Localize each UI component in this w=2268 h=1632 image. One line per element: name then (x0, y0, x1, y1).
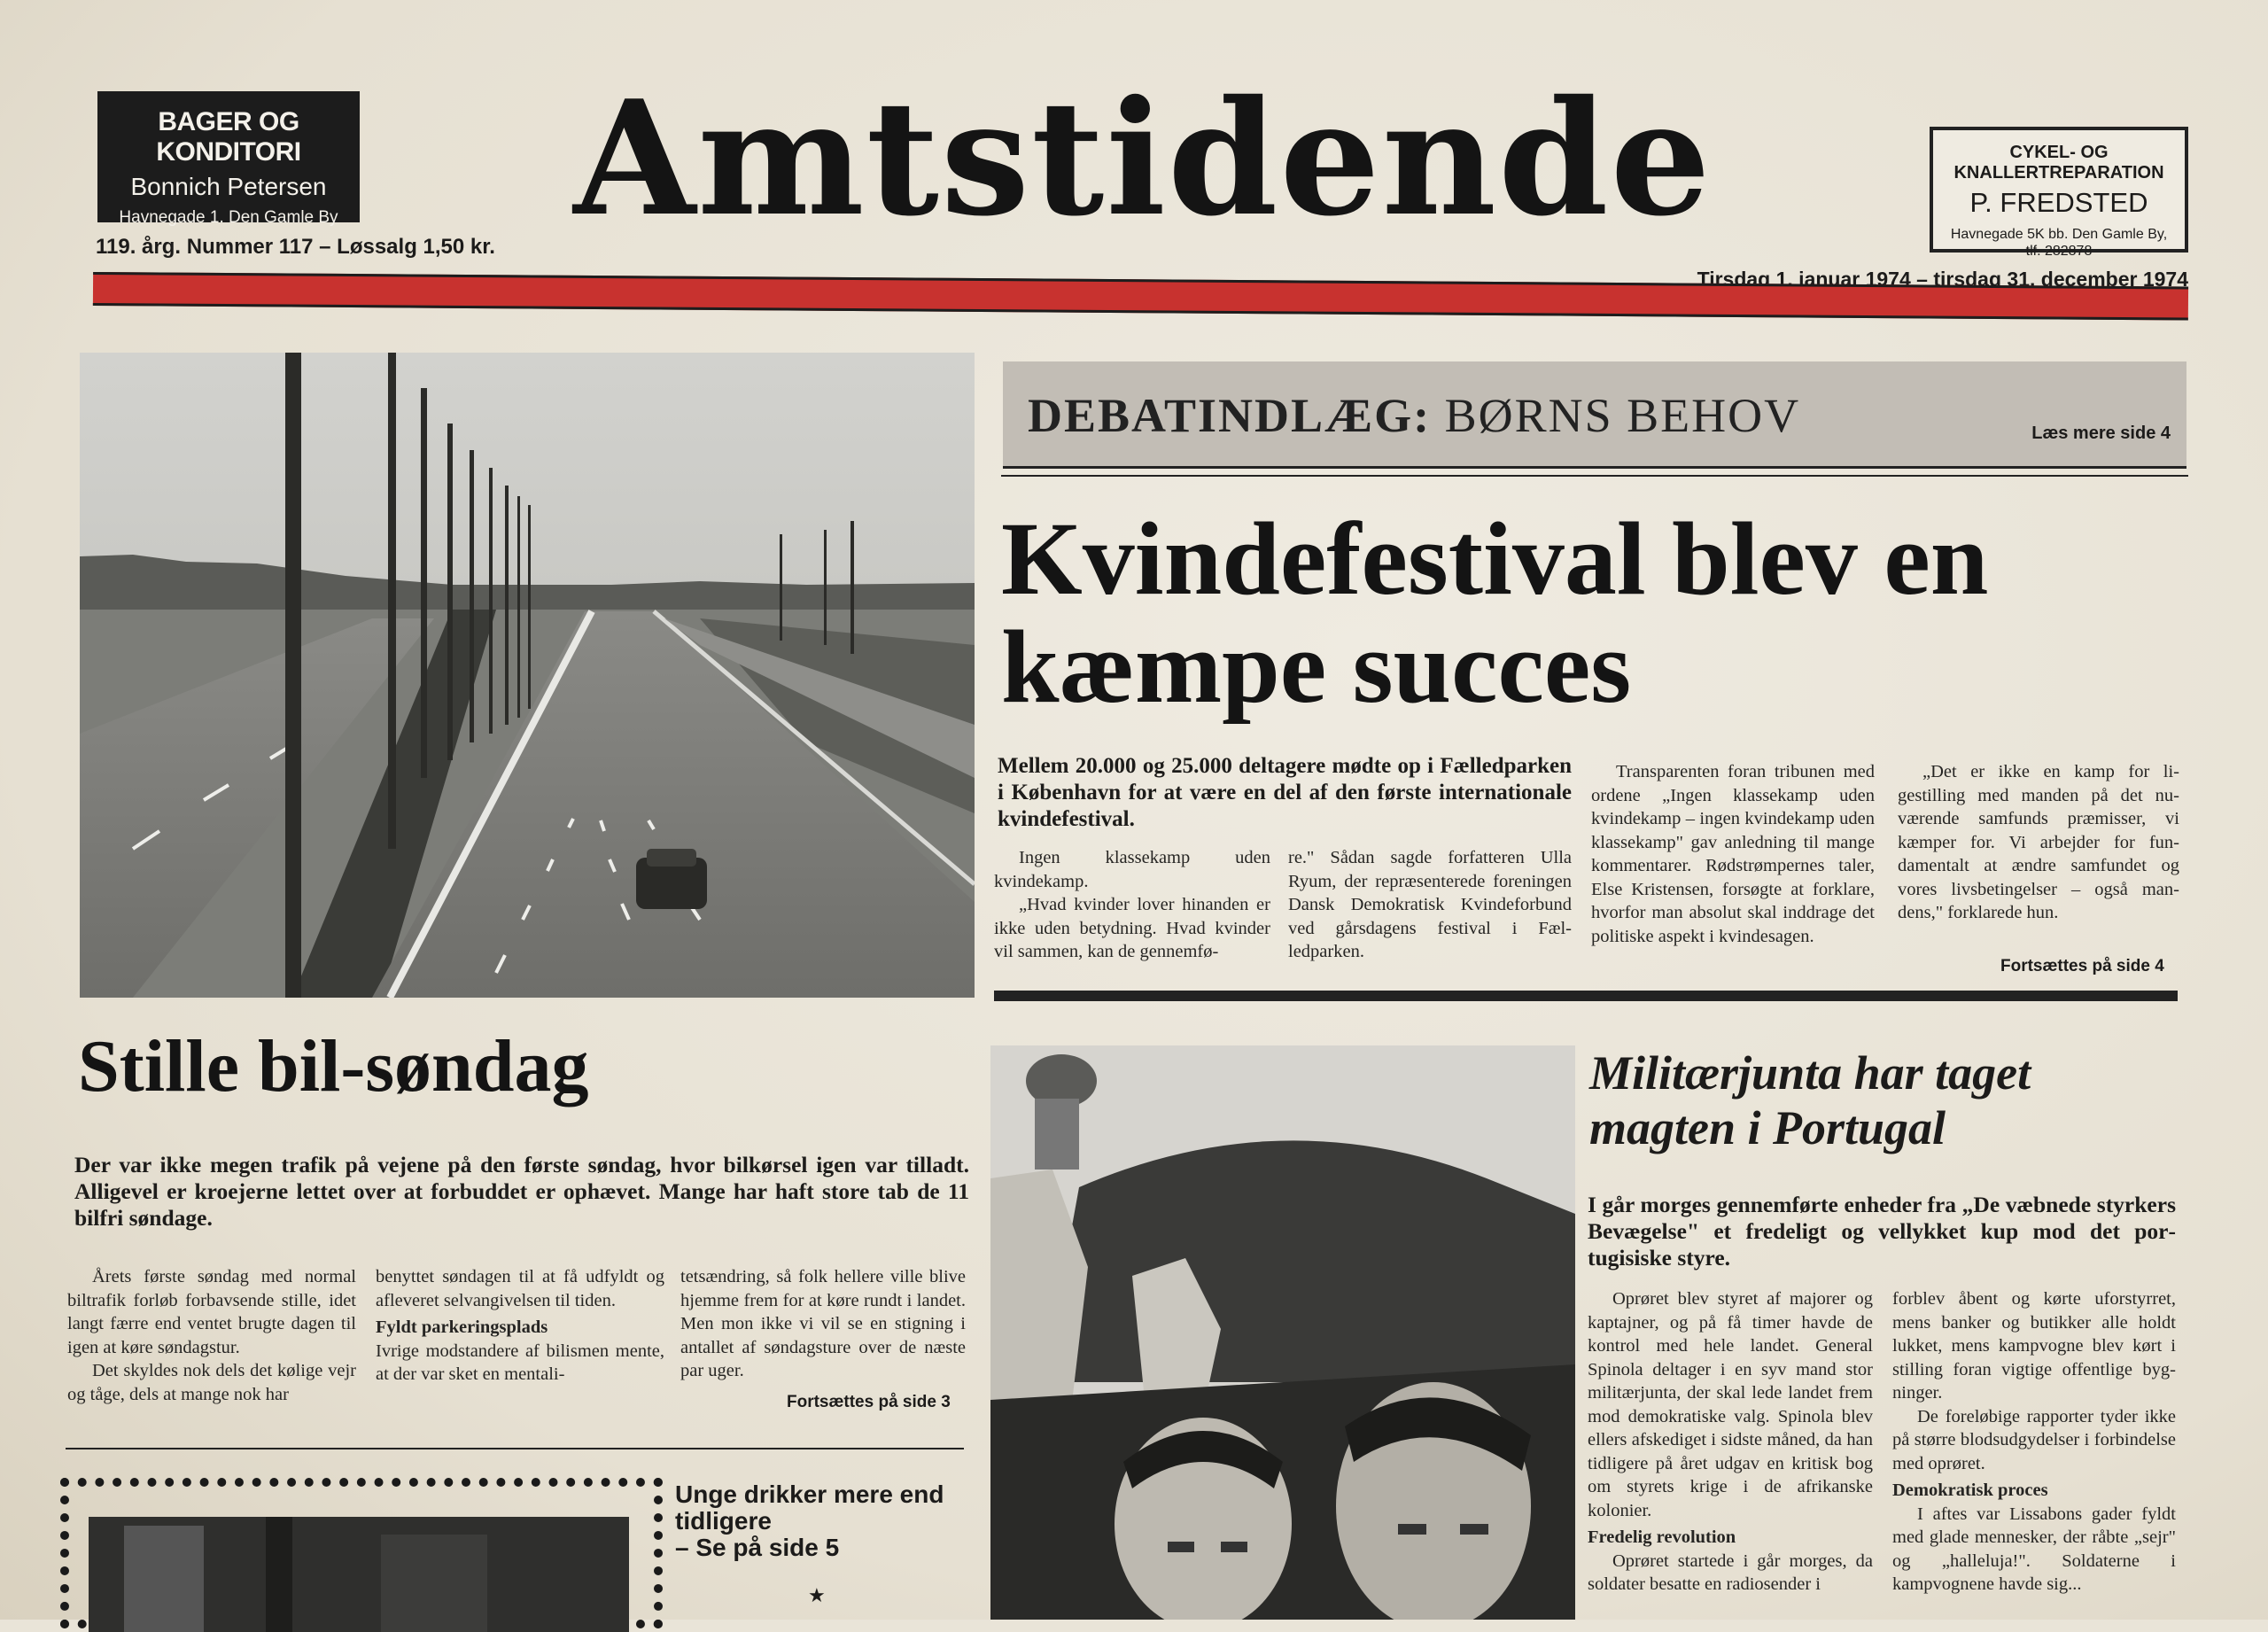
festival-col1-p2: „Hvad kvinder lover hinanden er ikke uden betydning. Hvad kvinder vil sammen, kan de gennemfø- (994, 895, 1270, 961)
portugal-headline (1589, 1045, 2031, 1155)
bakery-ad-address: Havnegade 1. Den Gamle By (119, 208, 338, 227)
bil-col2-p1: benyttet søndagen til at få udfyldt og afleveret selvangivelsen til tiden. (376, 1267, 664, 1310)
section-divider (994, 991, 2178, 1001)
portugal-photo (990, 1045, 1575, 1620)
festival-col3-p1: Transparenten foran tribunen med ordene „Ingen klassekamp uden kvindekamp – ingen kvindekamp uden klassekamp" gav anledning til mange kommentarer. Rødstrømpernes taler, Else Kristensen, forsøgte at forklare, hvorfor man absolut skal inddrage det politiske aspekt i kvindesagen. (1591, 762, 1875, 946)
festival-continued[interactable]: Fortsættes på side 4 (2000, 957, 2164, 975)
portugal-col2-p2: De foreløbige rapporter tyder ikke på større blodsudgydelser i forbindelse med oprøret. (1892, 1406, 2176, 1473)
bil-lead: Der var ikke megen trafik på vejene på den første søndag, hvor bilkørsel igen var tilladt. Alligevel er kroejerne lettet over at forbuddet er ophævet. Mange har haft store tab de 11 bilfri søndage. (74, 1152, 969, 1231)
debate-label: DEBATINDLÆG: (1028, 389, 1432, 442)
dateline: Tirsdag 1. januar 1974 – tirsdag 31. december 1974 (1697, 268, 2188, 291)
debate-read-more[interactable]: Læs mere side 4 (2031, 424, 2171, 443)
bakery-ad-title: BAGER OG KONDITORI (156, 107, 301, 167)
festival-col2 (1288, 846, 1572, 964)
teaser-line1: Unge drikker mere end (675, 1480, 944, 1508)
bike-ad-title: CYKEL- OG KNALLERTREPARATION (1953, 143, 2164, 183)
festival-headline (1001, 501, 1989, 725)
portugal-col2-p3: I aftes var Lissabons gader fyldt med glade mennesker, der råbte „sejr" og „halleluja!". Soldaterne i kampvognene havde sig... (1892, 1504, 2176, 1594)
teaser-line2: tidligere (675, 1507, 772, 1535)
bike-ad-phone: tlf. 282878 (2025, 244, 2093, 259)
debate-title (1028, 388, 1800, 443)
bil-col1-p1: Årets første søndag med normal biltrafik forløb forbavsende stille, idet langt færre end ventet brugte dagen til igen at køre søndagstur. (67, 1267, 356, 1357)
festival-headline-line1: Kvindefestival blev en (1001, 501, 1989, 617)
bil-col1 (67, 1265, 356, 1406)
bike-repair-ad (1930, 127, 2188, 259)
festival-col4 (1898, 760, 2179, 925)
portugal-lead: I går morges gennemførte enheder fra „De væbnede styrkers Bevægelse" et fredeligt og vellykket kup mod det portugisiske styre. (1588, 1192, 2176, 1271)
portugal-col2 (1892, 1287, 2176, 1597)
newspaper-title: Amtstidende (573, 66, 1713, 251)
portugal-col1-p1: Oprøret blev styret af majorer og kaptajner, og på få timer havde de kontrol med hele landet. General Spinola deltager i en syv mand stor militærjunta, der skal lede landet frem mod demokratiske valg. Spinola blev ellers afskediget i sidste måned, da han tidligere på året udgav en kritisk bog om styrets krige i de afrikanske kolonier. (1588, 1289, 1873, 1520)
teaser-photo (89, 1517, 629, 1632)
teaser-text[interactable] (675, 1481, 944, 1561)
festival-col3 (1591, 760, 1875, 948)
debate-banner (1003, 361, 2186, 469)
festival-col4-p1: „Det er ikke en kamp for ligestilling med manden på det nuværende samfunds præmisser, vi kæmper for. Vi arbejder for fundamentalt at ændre samfundet og vores livsbetingelser – også mandens," forklarede hun. (1898, 762, 2179, 922)
festival-col2-p1: re." Sådan sagde forfatteren Ulla Ryum, der repræsenterede foreningen Dansk Demokratisk Kvindeforbund ved gårsdagens festival i Fælledparken. (1288, 848, 1572, 961)
portugal-col1-subhead: Fredelig revolution (1588, 1527, 1736, 1547)
issue-info: 119. årg. Nummer 117 – Løssalg 1,50 kr. (96, 235, 495, 259)
festival-col1-p1: Ingen klassekamp uden kvindekamp. (994, 848, 1270, 891)
bike-ad-address (1933, 226, 2185, 260)
bakery-ad (97, 91, 360, 227)
bil-continued[interactable]: Fortsættes på side 3 (787, 1393, 951, 1411)
bil-col2-subhead: Fyldt parkeringsplads (376, 1317, 548, 1337)
bil-col3-p1: tetsændring, så folk hellere ville blive hjemme frem for at køre rundt i landet. Men mon ikke vi vil se en stigning i antallet af søndagsture over de næste par uger. (680, 1267, 966, 1380)
bil-col2 (376, 1265, 664, 1387)
festival-lead: Mellem 20.000 og 25.000 deltagere mødte op i Fælledparken i København for at være en del af den første internationale kvindefestival. (998, 754, 1572, 831)
bil-col3 (680, 1265, 966, 1383)
festival-col1 (994, 846, 1270, 964)
debate-topic: BØRNS BEHOV (1431, 389, 1801, 442)
portugal-headline-line1: Militærjunta har taget (1589, 1046, 2031, 1100)
portugal-col2-p1: forblev åbent og kørte uforstyrret, mens banker og butikker alle holdt lukket, mens kampvogne blev kørt i stilling foran vigtige offentlige bygninger. (1892, 1289, 2176, 1403)
portugal-col1-p2: Oprøret startede i går morges, da soldater besatte en radiosender i (1588, 1550, 1873, 1594)
portugal-col1 (1588, 1287, 1873, 1597)
portugal-headline-line2: magten i Portugal (1589, 1101, 1946, 1154)
bike-ad-name: P. FREDSTED (1969, 187, 2148, 218)
bakery-ad-name: Bonnich Petersen (130, 173, 327, 200)
bil-col2-p2: Ivrige modstandere af bilismen mente, at der var sket en mentali- (376, 1341, 664, 1384)
star-icon: ★ (808, 1584, 826, 1606)
bil-col1-p2: Det skyldes nok dels det kølige vejr og tåge, dels at mange nok har (67, 1361, 356, 1404)
portugal-col2-subhead: Demokratisk proces (1892, 1480, 2048, 1500)
highway-photo (80, 353, 975, 998)
bil-headline: Stille bil-søndag (78, 1025, 589, 1107)
bil-rule (66, 1448, 964, 1449)
bike-ad-address-line: Havnegade 5K bb. Den Gamle By, (1950, 227, 2168, 242)
teaser-line3: – Se på side 5 (675, 1534, 840, 1561)
festival-headline-line2: kæmpe succes (1001, 609, 1632, 725)
debate-rule (1001, 475, 2188, 477)
